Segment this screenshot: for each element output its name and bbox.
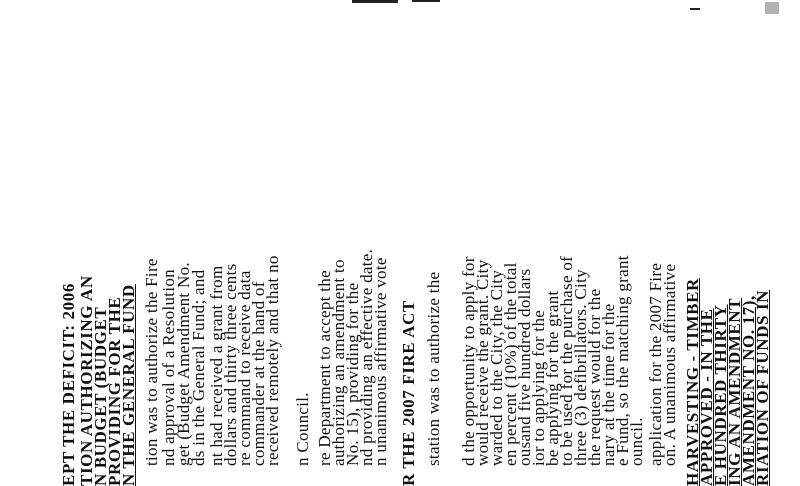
text-column-line: No. 15), providing for the xyxy=(343,282,362,466)
text-column-line: to be used for the purchase of xyxy=(557,255,576,466)
scan-mark-top-3 xyxy=(690,8,700,10)
text-column-line: PROVIDING FOR THE xyxy=(105,296,124,486)
text-column-line: ousand five hundred dollars xyxy=(515,268,534,466)
text-column-line: would receive the grant. City xyxy=(473,259,492,466)
text-column-line: dollars and thirty three cents xyxy=(221,263,240,466)
scan-mark-top-2 xyxy=(412,0,440,2)
text-column-line: station was to authorize the xyxy=(424,271,443,466)
text-column-line: n Council. xyxy=(293,392,312,466)
text-column-line: be applying for the grant xyxy=(543,290,562,466)
text-column-line: ouncil. xyxy=(627,417,646,466)
scan-mark-top-1 xyxy=(352,0,398,3)
text-column-line: three (3) defibrillators. City xyxy=(571,269,590,466)
text-column-line: received remotely and that no xyxy=(263,255,282,466)
text-column-line: RIATION OF FUNDS IN xyxy=(753,289,772,486)
text-column-line: tion was to authorize the Fire xyxy=(142,258,161,466)
text-column-line: d the opportunity to apply for xyxy=(459,256,478,466)
text-column-line: n unanimous affirmative vote xyxy=(371,257,390,466)
text-column-line: R THE 2007 FIRE ACT xyxy=(399,300,418,486)
text-column-line: ds in the General Fund; and xyxy=(189,269,208,466)
text-column-line: nt had received a grant from xyxy=(207,265,226,466)
text-column-line: AMENDMENT NO. 17), xyxy=(739,295,758,486)
text-column-line: nary at the time for the xyxy=(599,303,618,466)
text-column-line: ior to applying for the xyxy=(529,309,548,466)
text-column-line: N BUDGET (BUDGET xyxy=(91,306,110,486)
text-column-line: application for the 2007 Fire xyxy=(646,262,665,466)
text-column-line: nd approval of a Resolution xyxy=(159,269,178,466)
scan-mark-top-4 xyxy=(765,2,779,14)
text-column-line: en percent (10%) of the total xyxy=(501,262,520,466)
text-column-line: the request would for the xyxy=(585,288,604,466)
text-column-line: EPT THE DEFICIT: 2006 xyxy=(59,283,78,486)
text-column-line: HARVESTING - TIMBER xyxy=(683,278,702,486)
text-column-line: commander at the hand of xyxy=(249,281,268,466)
text-column-line: re Department to accept the xyxy=(315,270,334,466)
text-column-line: nd providing an effective date. xyxy=(357,248,376,466)
text-column-line: get (Budget Amendment No. xyxy=(174,262,193,466)
text-column-line: on. A unanimous affirmative xyxy=(660,263,679,466)
text-column-line: re command to receive data xyxy=(235,270,254,466)
text-column-line: TION AUTHORIZING AN xyxy=(77,275,96,486)
text-column-line: N THE GENERAL FUND xyxy=(119,284,138,486)
text-column-line: ING AN AMENDMENT xyxy=(725,297,744,486)
text-column-line: warded to the City, the City xyxy=(487,269,506,466)
text-column-line: authorizing an amendment to xyxy=(329,259,348,466)
text-column-line: APPROVED - IN THE xyxy=(697,308,716,486)
text-column-line: E HUNDRED THIRTY xyxy=(711,304,730,486)
text-column-line: e Fund, so the matching grant xyxy=(613,255,632,466)
